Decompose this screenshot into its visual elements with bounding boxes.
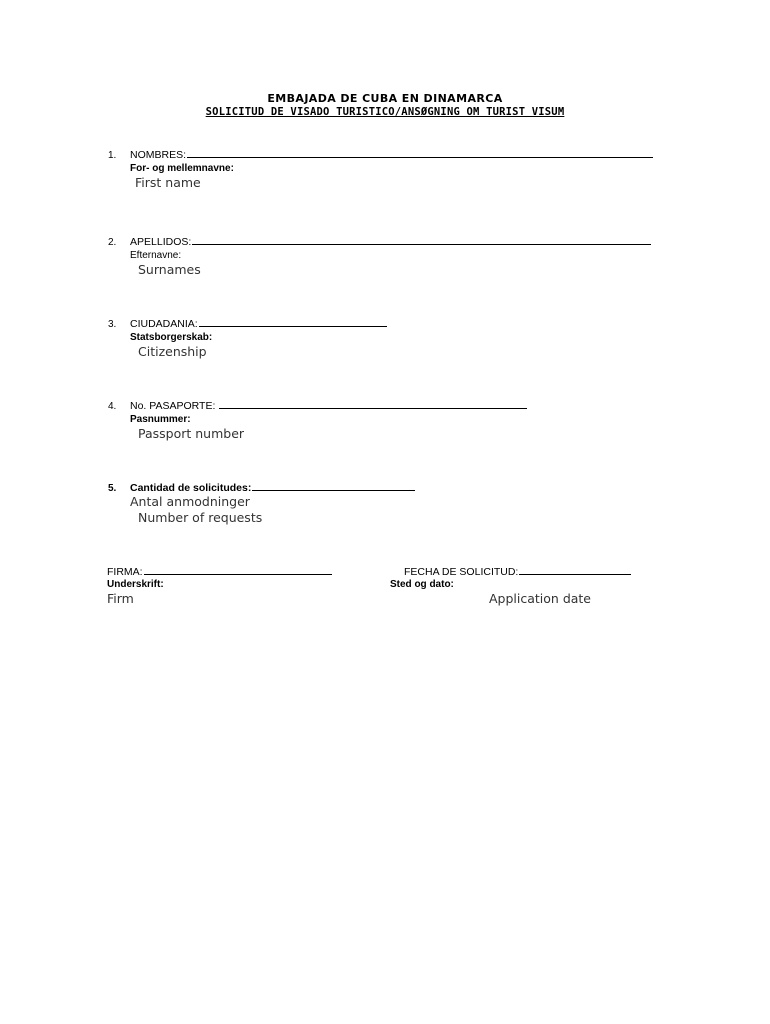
surnames-input-line[interactable]	[192, 236, 651, 245]
field-english-label: Citizenship	[138, 344, 207, 359]
date-danish-label: Sted og dato:	[390, 579, 454, 590]
field-english-label: First name	[135, 175, 201, 190]
field-label: CIUDADANIA:	[130, 318, 198, 330]
page-title: EMBAJADA DE CUBA EN DINAMARCA	[267, 92, 503, 105]
field-number: 5.	[108, 483, 117, 494]
date-input-line[interactable]	[519, 566, 631, 575]
field-english-label: Passport number	[138, 426, 245, 441]
field-number: 4.	[108, 401, 117, 412]
field-number: 3.	[108, 319, 117, 330]
field-english-label: Number of requests	[138, 510, 263, 525]
signature-label: FIRMA:	[107, 566, 143, 578]
date-label: FECHA DE SOLICITUD:	[404, 566, 519, 578]
field-danish-label: For- og mellemnavne:	[130, 163, 234, 174]
signature-danish-label: Underskrift:	[107, 579, 164, 590]
field-label: No. PASAPORTE:	[130, 400, 216, 412]
field-number: 1.	[108, 150, 117, 161]
date-english-label: Application date	[489, 591, 592, 606]
field-danish-label: Pasnummer:	[130, 414, 191, 425]
passport-input-line[interactable]	[219, 400, 527, 409]
field-danish-label: Efternavne:	[130, 250, 182, 261]
field-number: 2.	[108, 237, 117, 248]
signature-input-line[interactable]	[144, 566, 332, 575]
citizenship-input-line[interactable]	[199, 318, 387, 327]
field-label: NOMBRES:	[130, 149, 187, 161]
field-label: APELLIDOS:	[130, 236, 192, 248]
signature-english-label: Firm	[107, 591, 134, 606]
field-danish-label: Antal anmodninger	[130, 494, 250, 509]
page-subtitle: SOLICITUD DE VISADO TURISTICO/ANSØGNING OM TURIST VISUM	[205, 106, 565, 118]
field-label: Cantidad de solicitudes:	[130, 482, 252, 494]
requests-input-line[interactable]	[252, 482, 415, 491]
first-name-input-line[interactable]	[187, 149, 653, 158]
field-english-label: Surnames	[138, 262, 201, 277]
field-danish-label: Statsborgerskab:	[130, 332, 213, 343]
